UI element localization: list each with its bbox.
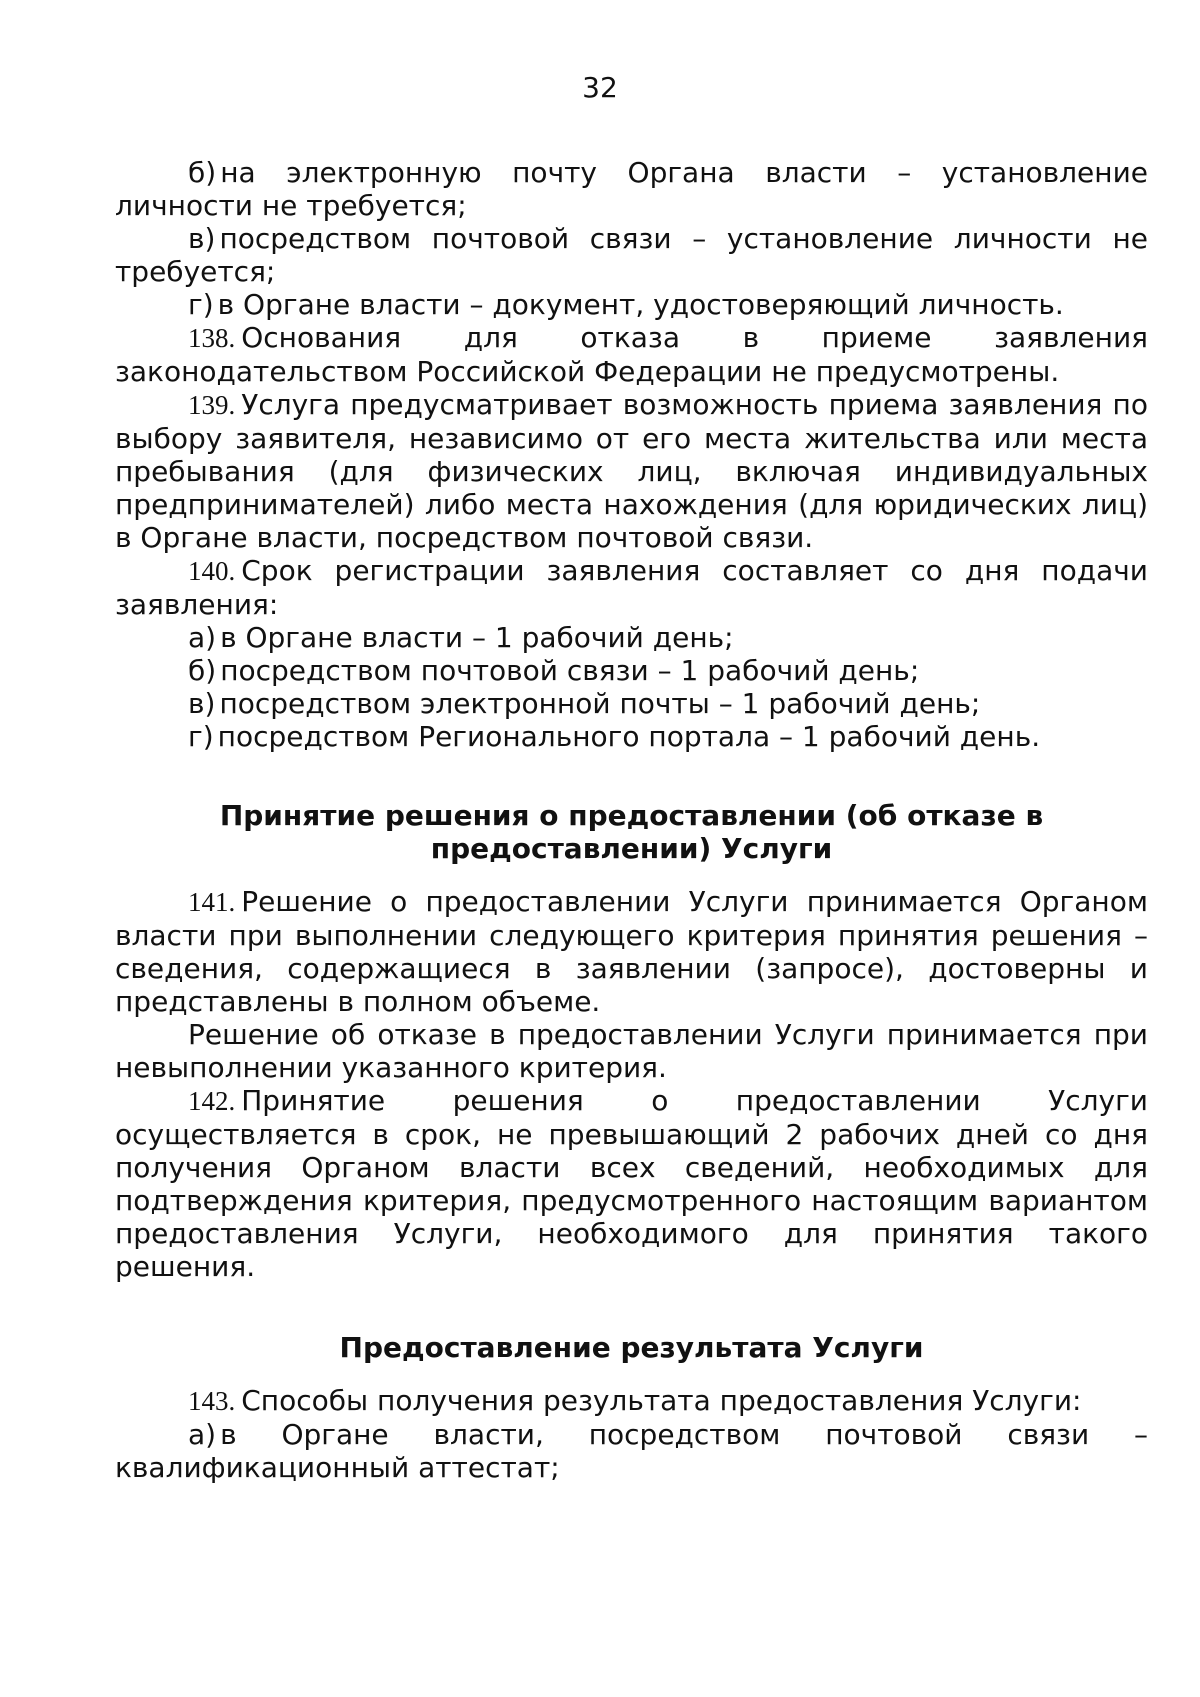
list-item-text: посредством почтовой связи – установление личности не требуется; (115, 222, 1148, 288)
list-item (115, 222, 1148, 288)
numbered-paragraph (115, 885, 1148, 1018)
numbered-paragraph (115, 1384, 1148, 1418)
paragraph-number: 143. (188, 1386, 236, 1416)
numbered-paragraph (115, 388, 1148, 554)
list-item (115, 288, 1148, 321)
list-item-text: посредством почтовой связи – 1 рабочий день; (220, 654, 920, 687)
list-item-text: в Органе власти, посредством почтовой связи – квалификационный аттестат; (115, 1418, 1148, 1484)
paragraph-number: 140. (188, 556, 236, 586)
paragraph-number: 142. (188, 1086, 236, 1116)
document-body (115, 156, 1148, 1484)
list-marker: б) (188, 654, 217, 687)
section-heading-decision (115, 799, 1148, 865)
section-heading-line: Принятие решения о предоставлении (об отказе в (219, 799, 1044, 832)
list-marker: а) (188, 1418, 217, 1451)
list-item (115, 654, 1148, 687)
list-item-text: на электронную почту Органа власти – установление личности не требуется; (115, 156, 1148, 222)
list-marker: г) (188, 720, 214, 753)
paragraph-text: Способы получения результата предоставления Услуги: (241, 1384, 1082, 1417)
paragraph: Решение об отказе в предоставлении Услуги принимается при невыполнении указанного критерия. (115, 1018, 1148, 1084)
section-heading-line: предоставлении) Услуги (430, 832, 833, 865)
numbered-paragraph (115, 1084, 1148, 1283)
list-marker: б) (188, 156, 217, 189)
paragraph-text: Основания для отказа в приеме заявления законодательством Российской Федерации не предусмотрены. (115, 321, 1148, 388)
list-item (115, 720, 1148, 753)
list-item-text: посредством электронной почты – 1 рабочий день; (219, 687, 981, 720)
list-marker: в) (188, 687, 216, 720)
paragraph-text: Срок регистрации заявления составляет со дня подачи заявления: (115, 554, 1148, 621)
list-item (115, 156, 1148, 222)
page-number: 32 (582, 71, 618, 104)
list-item (115, 621, 1148, 654)
section-heading-result: Предоставление результата Услуги (339, 1331, 924, 1364)
paragraph-number: 139. (188, 390, 236, 420)
list-item (115, 1418, 1148, 1484)
paragraph-text: Принятие решения о предоставлении Услуги осуществляется в срок, не превышающий 2 рабочих дней со дня получения Органом власти всех сведений, необходимых для подтверждения критерия, предусмотренного настоящим вариантом предоставления Услуги, необходимого для принятия такого решения. (115, 1084, 1148, 1283)
list-item-text: в Органе власти – документ, удостоверяющий личность. (217, 288, 1064, 321)
list-item-text: в Органе власти – 1 рабочий день; (220, 621, 734, 654)
list-item (115, 687, 1148, 720)
numbered-paragraph (115, 321, 1148, 388)
numbered-paragraph (115, 554, 1148, 621)
list-marker: г) (188, 288, 214, 321)
paragraph-number: 138. (188, 323, 236, 353)
paragraph-text: Решение о предоставлении Услуги принимается Органом власти при выполнении следующего критерия принятия решения – сведения, содержащиеся в заявлении (запросе), достоверны и представлены в полном объеме. (115, 885, 1148, 1018)
paragraph-text: Услуга предусматривает возможность приема заявления по выбору заявителя, независимо от его места жительства или места пребывания (для физических лиц, включая индивидуальных предпринимателей) либо места нахождения (для юридических лиц) в Органе власти, посредством почтовой связи. (115, 388, 1148, 554)
list-marker: а) (188, 621, 217, 654)
list-item-text: посредством Регионального портала – 1 рабочий день. (217, 720, 1041, 753)
paragraph-number: 141. (188, 887, 236, 917)
list-marker: в) (188, 222, 216, 255)
